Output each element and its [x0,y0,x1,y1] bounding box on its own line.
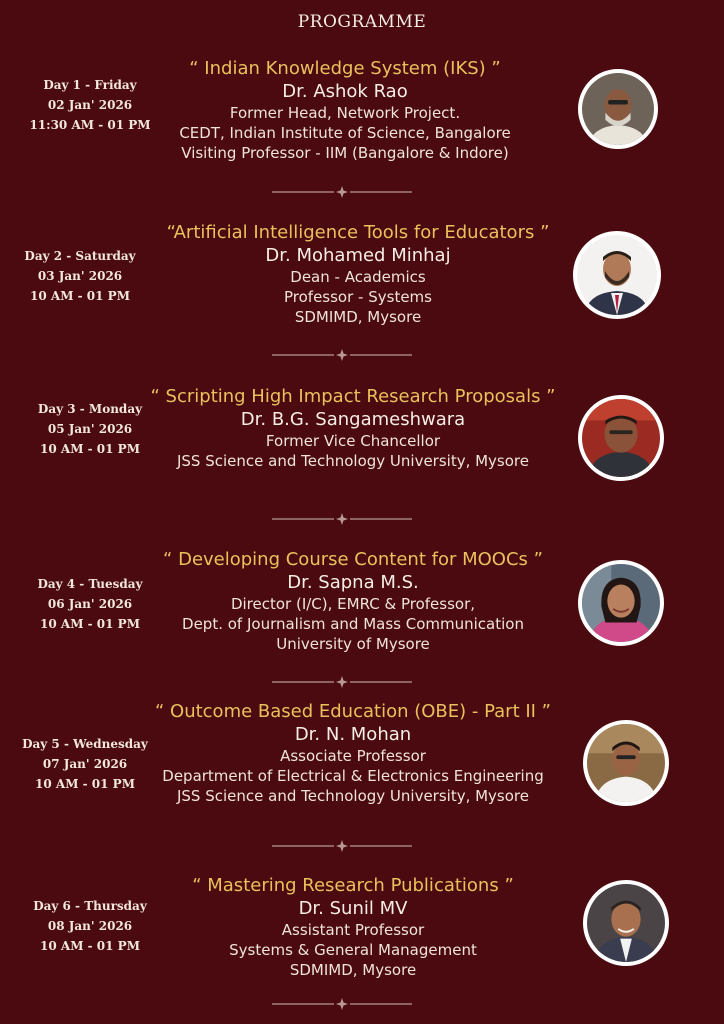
session-day-3 [0,385,724,485]
speaker-designation: Associate Professor [280,747,426,765]
session-details [128,700,578,806]
page-title: PROGRAMME [297,12,427,32]
date-label: 07 Jan' 2026 [42,757,128,771]
speaker-portrait-icon [582,399,660,477]
speaker-designation: Former Head, Network Project. [229,104,461,122]
date-label: 05 Jan' 2026 [47,422,133,436]
speaker-photo [578,395,664,481]
session-day-6 [0,874,724,979]
speaker-portrait-icon [587,724,665,802]
time-label: 11:30 AM - 01 PM [29,118,151,132]
date-label: 02 Jan' 2026 [47,98,133,112]
speaker-affiliation-2: University of Mysore [276,635,430,653]
ornament-star-icon [272,998,412,1010]
date-label: 06 Jan' 2026 [47,597,133,611]
session-details [128,385,578,471]
date-label: 03 Jan' 2026 [37,269,123,283]
session-details [133,221,583,327]
session-topic: “ Indian Knowledge System (IKS) ” [189,58,501,79]
speaker-name: Dr. Sapna M.S. [287,572,419,593]
session-day-2 [0,221,724,326]
speaker-affiliation: Dept. of Journalism and Mass Communication [182,615,524,633]
speaker-photo [573,231,661,319]
session-topic: “ Scripting High Impact Research Proposals ” [150,386,556,407]
speaker-designation: Director (I/C), EMRC & Professor, [230,595,476,613]
session-day-1 [0,57,724,162]
speaker-name: Dr. Sunil MV [298,898,408,919]
speaker-designation: Assistant Professor [281,921,425,939]
ornament-star-icon [272,676,412,688]
time-label: 10 AM - 01 PM [40,939,140,953]
speaker-affiliation-2: Visiting Professor - IIM (Bangalore & Indore) [181,144,509,162]
ornament-star-icon [272,513,412,525]
speaker-affiliation: JSS Science and Technology University, Mysore [176,452,529,470]
speaker-name: Dr. Mohamed Minhaj [265,245,451,266]
speaker-portrait-icon [582,73,654,145]
session-day-4 [0,548,724,653]
speaker-affiliation: CEDT, Indian Institute of Science, Bangalore [179,124,511,142]
speaker-portrait-icon [577,235,657,315]
time-label: 10 AM - 01 PM [30,289,130,303]
speaker-name: Dr. Ashok Rao [282,81,408,102]
day-label: Day 6 - Thursday [33,899,147,913]
speaker-affiliation-2: SDMIMD, Mysore [289,961,417,979]
speaker-photo [578,560,664,646]
session-topic: “Artificial Intelligence Tools for Educators ” [166,222,550,243]
session-topic: “ Mastering Research Publications ” [192,875,514,896]
ornament-star-icon [272,840,412,852]
session-details [120,57,570,163]
session-details [128,874,578,980]
session-topic: “ Outcome Based Education (OBE) - Part II ” [154,701,552,722]
ornament-star-icon [272,186,412,198]
speaker-affiliation: Department of Electrical & Electronics Engineering [162,767,544,785]
day-label: Day 1 - Friday [43,78,137,92]
speaker-photo [583,720,669,806]
speaker-name: Dr. N. Mohan [294,724,412,745]
speaker-affiliation-2: JSS Science and Technology University, Mysore [176,787,529,805]
speaker-affiliation: Systems & General Management [229,941,477,959]
speaker-affiliation: Professor - Systems [284,288,432,306]
speaker-photo [578,69,658,149]
session-day-5 [0,700,724,805]
day-label: Day 2 - Saturday [24,249,136,263]
session-topic: “ Developing Course Content for MOOCs ” [163,549,543,570]
speaker-photo [583,880,669,966]
speaker-portrait-icon [587,884,665,962]
day-label: Day 5 - Wednesday [22,737,148,751]
day-label: Day 3 - Monday [37,402,143,416]
time-label: 10 AM - 01 PM [40,442,140,456]
date-label: 08 Jan' 2026 [47,919,133,933]
time-label: 10 AM - 01 PM [35,777,135,791]
day-label: Day 4 - Tuesday [37,577,143,591]
speaker-portrait-icon [582,564,660,642]
speaker-affiliation-2: SDMIMD, Mysore [294,308,422,326]
time-label: 10 AM - 01 PM [40,617,140,631]
ornament-star-icon [272,349,412,361]
speaker-designation: Dean - Academics [290,268,426,286]
session-details [128,548,578,654]
speaker-name: Dr. B.G. Sangameshwara [240,409,466,430]
speaker-designation: Former Vice Chancellor [265,432,441,450]
